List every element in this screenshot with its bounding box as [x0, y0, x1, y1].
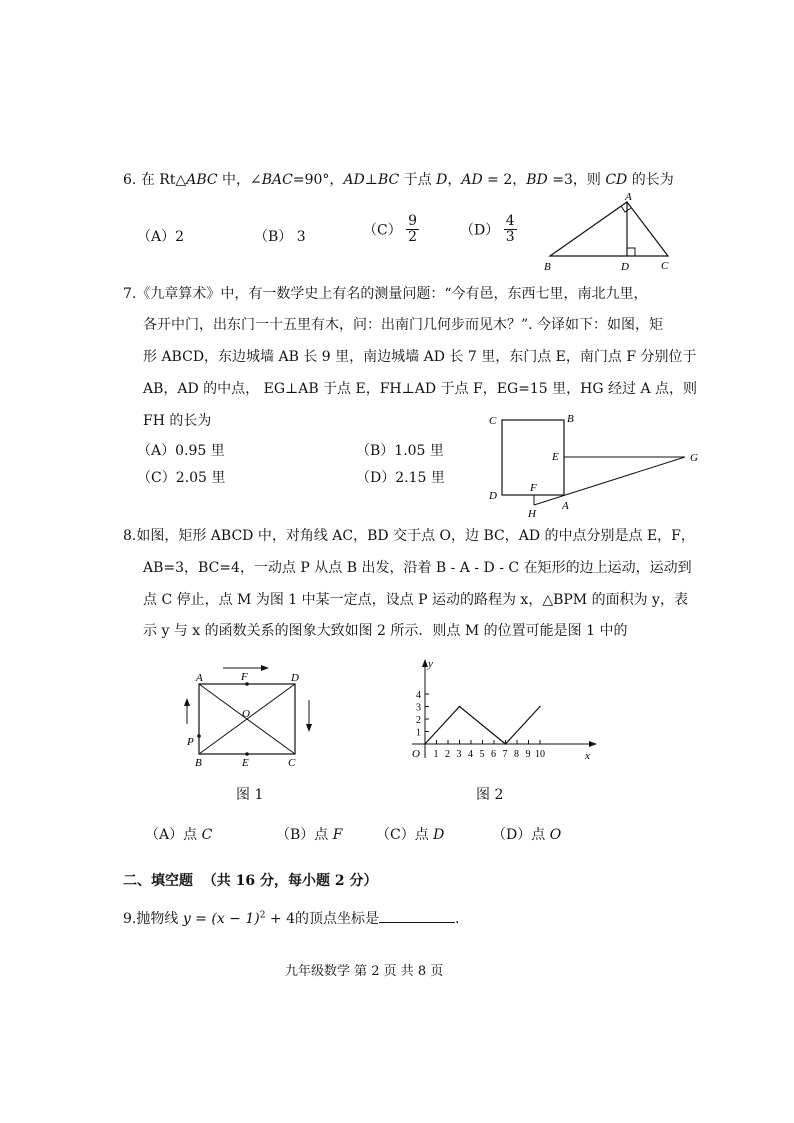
label-c: C [489, 415, 497, 427]
label-o: O [242, 708, 250, 720]
q7-line-3: 形 ABCD，东边城墙 AB 长 9 里，南边城墙 AD 长 7 里，东门点 E，南门点 F 分别位于 [143, 349, 697, 365]
x-tick-label: 2 [445, 749, 450, 760]
q8-figure-1 [175, 662, 325, 772]
q8-option-b[interactable]: （B）点 F [276, 827, 343, 843]
triangle-abc [550, 202, 668, 256]
q7-line-1: 7.《九章算术》中，有一数学史上有名的测量问题：“今有邑，东西七里，南北九里， [123, 286, 648, 302]
q7-option-a[interactable]: （A）0.95 里 [137, 443, 225, 459]
label-a: A [625, 191, 632, 203]
q8-line-1: 8.如图，矩形 ABCD 中，对角线 AC，BD 交于点 O，边 BC，AD 的中点分别是点 E，F， [123, 528, 695, 544]
y-tick-label: 2 [416, 715, 421, 726]
x-tick-label: 10 [535, 749, 545, 760]
q7-number: 7. [123, 286, 137, 302]
q8-option-d[interactable]: （D）点 O [492, 827, 562, 843]
q9-number: 9. [123, 911, 137, 927]
q7-line-4: AB，AD 的中点， EG⊥AB 于点 E，FH⊥AD 于点 F，EG=15 里，HG 经过 A 点，则 [143, 381, 698, 397]
q7-option-d[interactable]: （D）2.15 里 [356, 470, 445, 486]
x-tick-label: 1 [433, 749, 439, 760]
x-tick-label: 3 [456, 749, 462, 760]
right-angle-mark-a [621, 206, 631, 212]
x-tick-label: 4 [468, 749, 473, 760]
q7-line-5: FH 的长为 [143, 413, 212, 429]
label-b: B [195, 757, 202, 769]
origin-label: O [412, 748, 420, 760]
q6-stem: 6. 在 Rt△ABC 中，∠BAC=90°，AD⊥BC 于点 D，AD = 2，BD =3，则 CD 的长为 [123, 172, 674, 188]
y-tick-label: 4 [416, 690, 421, 701]
x-tick-label: 8 [514, 749, 519, 760]
x-tick-label: 7 [502, 749, 508, 760]
arrow-down-icon [306, 724, 312, 732]
x-tick-label: 5 [479, 749, 485, 760]
section-2-heading [123, 870, 377, 890]
label-d: D [489, 490, 497, 502]
q6-option-b[interactable]: （B） 3 [254, 229, 306, 245]
label-a: A [562, 500, 569, 512]
data-point [424, 743, 426, 745]
q8-line-4: 示 y 与 x 的函数关系的图象大致如图 2 所示．则点 M 的位置可能是图 1 中的 [143, 623, 628, 639]
label-f: F [241, 671, 248, 683]
figure-1-caption: 图 1 [236, 787, 264, 803]
q6-number: 6. [123, 172, 137, 188]
q9-answer-blank[interactable] [379, 908, 455, 923]
data-point [505, 743, 507, 745]
q6-triangle-figure [540, 190, 680, 275]
q8-line-2: AB=3，BC=4，一动点 P 从点 B 出发，沿着 B - A - D - C 在矩形的边上运动，运动到 [143, 560, 692, 576]
q6-option-d[interactable]: （D） $\frac{4}{3}$ [460, 213, 515, 245]
section-2-note: （共 16 分，每小题 2 分） [202, 873, 378, 889]
segment-hg [534, 457, 685, 505]
q6-option-c-fraction: $\frac{9}{2}$ [408, 213, 418, 245]
label-c: C [661, 260, 669, 272]
y-tick-label: 3 [416, 702, 421, 714]
label-e: E [552, 451, 559, 463]
q6-option-a[interactable]: （A）2 [137, 229, 185, 245]
q8-number: 8. [123, 528, 137, 544]
label-a: A [196, 672, 203, 684]
label-d: D [621, 261, 629, 273]
x-axis-arrow-icon [589, 741, 597, 747]
q8-option-a[interactable]: （A）点 C [145, 827, 213, 843]
right-angle-mark-d [627, 248, 635, 256]
q7-line-2: 各开中门，出东门一十五里有木，问：出南门几何步而见木？”. 今译如下：如图，矩 [143, 317, 664, 333]
figure-2-caption: 图 2 [476, 787, 504, 803]
arrow-right-icon [261, 665, 269, 671]
q7-wall-figure [480, 408, 710, 520]
point-e [245, 752, 249, 756]
q9-stem: 9.抛物线 $y = (x - 1)^2 + 4$的顶点坐标是 . [123, 908, 459, 928]
label-e: E [242, 757, 249, 769]
label-p: P [187, 736, 194, 748]
page-footer: 九年级数学 第 2 页 共 8 页 [285, 964, 444, 979]
x-tick-label: 9 [525, 749, 531, 760]
label-c: C [288, 757, 296, 769]
label-b: B [544, 261, 551, 273]
point-p [197, 734, 201, 738]
y-axis-label: y [428, 658, 433, 670]
y-tick-label: 1 [416, 727, 421, 739]
label-f: F [530, 482, 537, 494]
data-point [459, 706, 461, 708]
q7-option-b[interactable]: （B）1.05 里 [356, 443, 444, 459]
q8-figure-2-graph [388, 652, 603, 764]
label-b: B [567, 413, 574, 425]
q6-option-c[interactable]: （C） $\frac{9}{2}$ [363, 213, 418, 245]
section-2-title: 二、填空题 [123, 873, 193, 889]
label-d: D [291, 672, 299, 684]
arrow-up-icon [184, 698, 190, 706]
q7-option-c[interactable]: （C）2.05 里 [137, 470, 226, 486]
q8-line-3: 点 C 停止，点 M 为图 1 中某一定点，设点 P 运动的路程为 x，△BPM 的面积为 y，表 [143, 592, 688, 608]
q8-option-c[interactable]: （C）点 D [376, 827, 445, 843]
x-axis-label: x [585, 750, 590, 762]
x-tick-label: 6 [491, 749, 496, 760]
tick-group [416, 690, 545, 760]
q9-formula: y = (x − 1) [182, 911, 260, 927]
label-g: G [690, 452, 698, 464]
q6-option-d-fraction: $\frac{4}{3}$ [505, 213, 515, 245]
series-line [425, 707, 540, 745]
label-h: H [528, 508, 536, 520]
data-point [539, 706, 541, 708]
